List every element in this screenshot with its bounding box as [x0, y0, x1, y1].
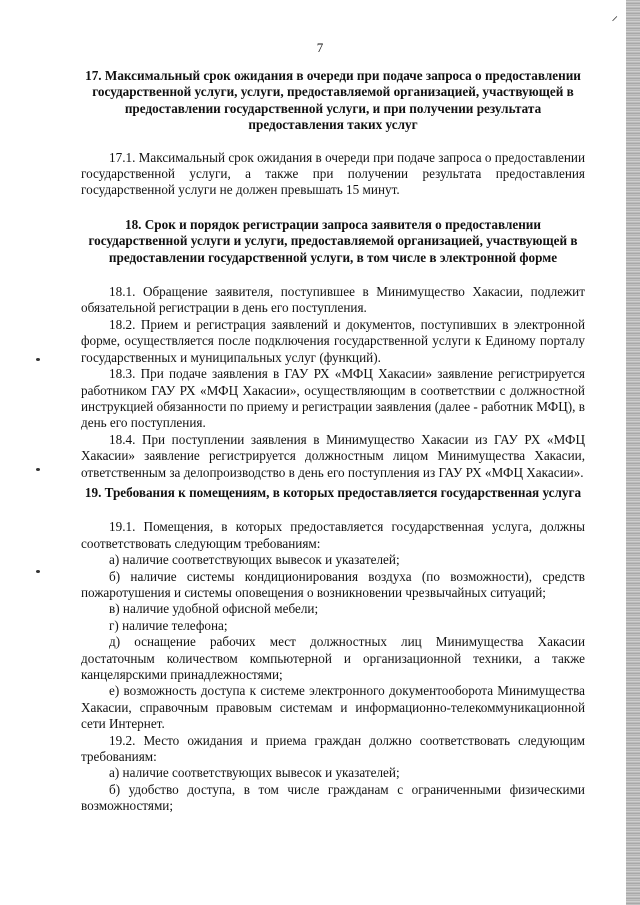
margin-speck [36, 570, 40, 573]
page-number: 7 [316, 40, 324, 55]
margin-speck [36, 468, 40, 471]
list-item-19-1-v: в) наличие удобной офисной мебели; [109, 601, 319, 617]
section-19-heading: 19. Требования к помещениям, в которых предоставляется государственная услуга [84, 484, 582, 500]
paragraph-19-1: 19.1. Помещения, в которых предоставляется государственная услуга, должны соответствовать следующим требованиям: [81, 519, 585, 551]
section-17-heading: 17. Максимальный срок ожидания в очереди при подаче запроса о предоставлении государственной услуги, услуги, предоставляемой организацией, участвующей в предоставлении государственной услуги, и при получении результата предоставления таких услуг [85, 68, 581, 133]
list-item-19-2-a: а) наличие соответствующих вывесок и указателей; [109, 765, 400, 781]
paragraph-18-4: 18.4. При поступлении заявления в Минимущество Хакасии из ГАУ РХ «МФЦ Хакасии» заявление регистрируется должностным лицом Минимущества Хакасии, ответственным за делопроизводство в день его поступления из ГАУ РХ «МФЦ Хакасии». [81, 431, 585, 480]
paragraph-19-2: 19.2. Место ожидания и приема граждан должно соответствовать следующим требованиям: [81, 732, 585, 765]
list-item-19-2-b: б) удобство доступа, в том числе гражданам с ограниченными физическими возможностями; [81, 781, 585, 814]
list-item-19-1-e: е) возможность доступа к системе электронного документооборота Минимущества Хакасии, справочным правовым системам и информационно-телекоммуникационной сети Интернет. [81, 683, 585, 732]
section-18-heading: 18. Срок и порядок регистрации запроса заявителя о предоставлении государственной услуги и услуги, предоставляемой организацией, участвующей в предоставлении государственной услуги, в том числе в электронной форме [88, 216, 578, 265]
document-body [81, 68, 585, 815]
list-item-19-1-a: а) наличие соответствующих вывесок и указателей; [109, 552, 400, 568]
list-item-19-1-b: б) наличие системы кондиционирования воздуха (по возможности), средств пожаротушения и системы оповещения о возникновении чрезвычайных ситуаций; [81, 568, 585, 600]
paragraph-17-1: 17.1. Максимальный срок ожидания в очереди при подаче запроса о предоставлении государственной услуги, а также при получении результата предоставления государственной услуги не должен превышать 15 минут. [81, 149, 586, 198]
paragraph-18-1: 18.1. Обращение заявителя, поступившее в Минимущество Хакасии, подлежит обязательной регистрации в день его поступления. [81, 284, 585, 316]
list-item-19-1-g: г) наличие телефона; [109, 617, 228, 633]
scan-edge-shadow [626, 0, 640, 905]
margin-speck [36, 358, 40, 361]
paragraph-18-2: 18.2. Прием и регистрация заявлений и документов, поступивших в электронной форме, осуществляется после подключения государственной услуги к Единому порталу государственных и муниципальных услуг (функций). [81, 316, 585, 365]
paragraph-18-3: 18.3. При подаче заявления в ГАУ РХ «МФЦ Хакасии» заявление регистрируется работником ГАУ РХ «МФЦ Хакасии», осуществляющим в соответствии с должностной инструкцией обязанности по приему и регистрации заявления (далее - работник МФЦ), в день его поступления. [81, 366, 585, 431]
corner-pen-mark: ⸝ [611, 8, 618, 23]
list-item-19-1-d: д) оснащение рабочих мест должностных лиц Минимущества Хакасии достаточным количеством компьютерной и организационной техники, а также канцелярскими принадлежностями; [81, 634, 585, 682]
